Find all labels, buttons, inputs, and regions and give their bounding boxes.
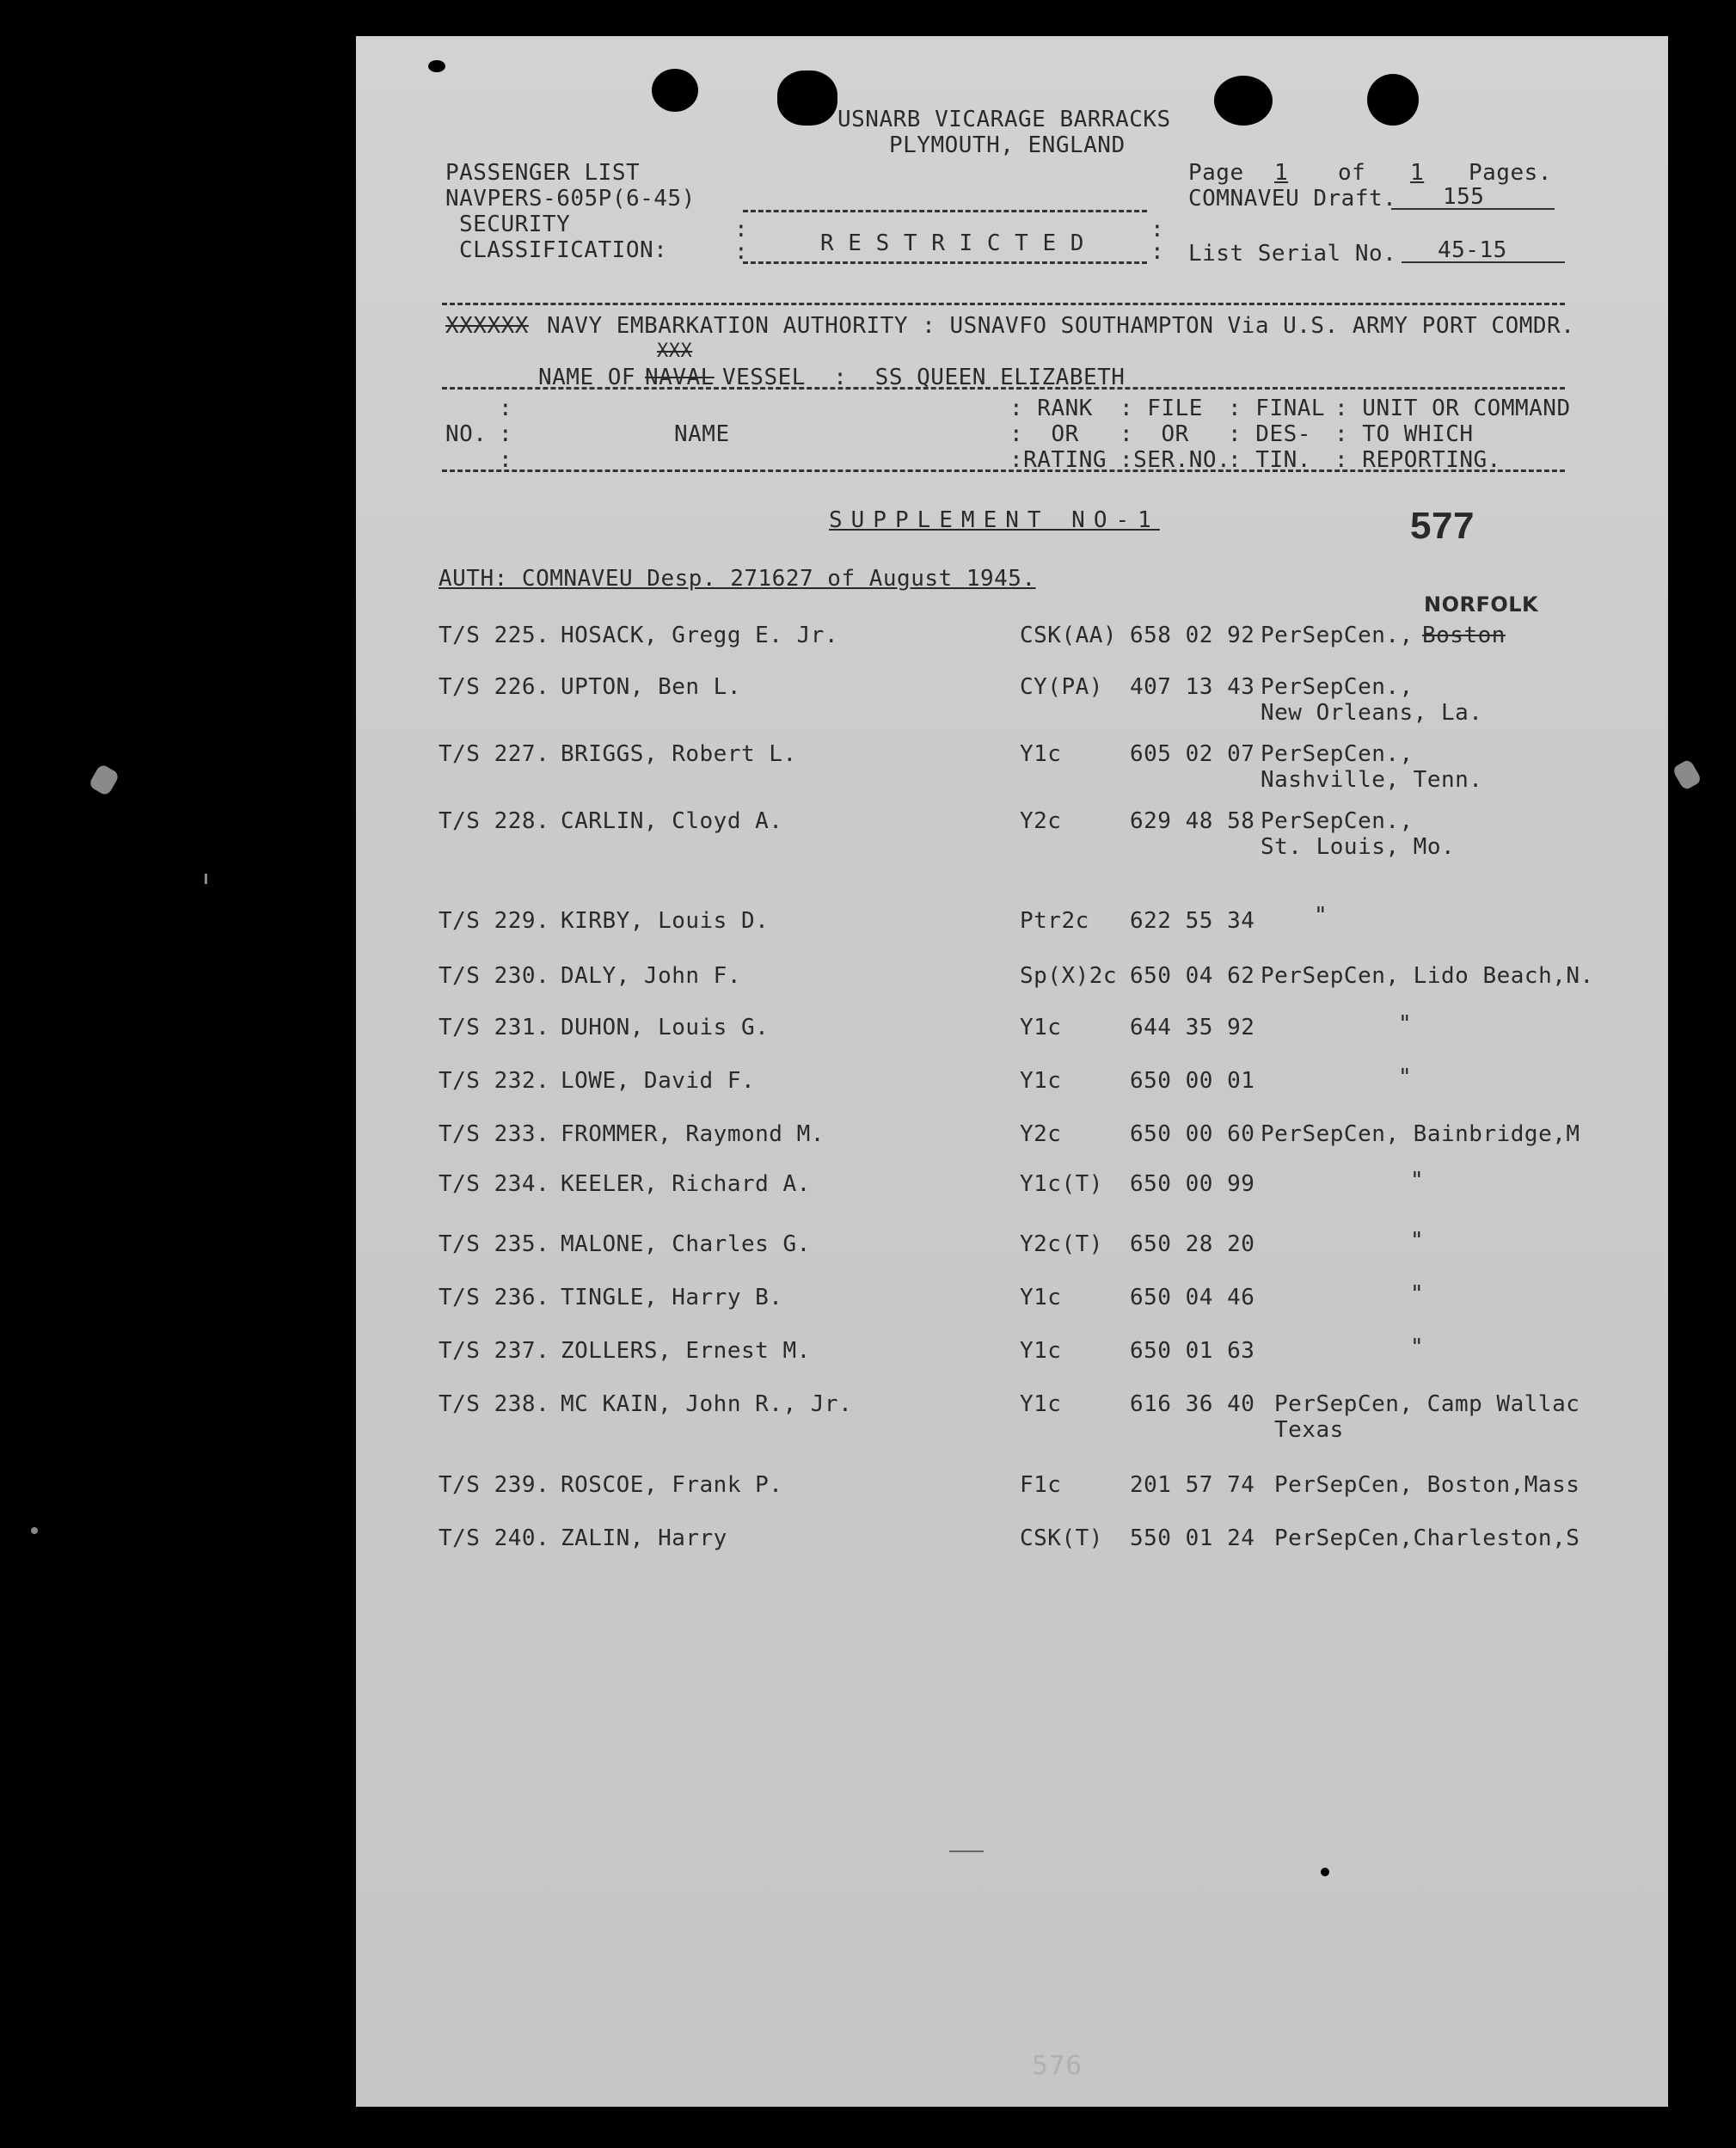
row-destination: PerSepCen,Charleston,S: [1274, 1525, 1580, 1551]
row-number: T/S 237.: [439, 1338, 550, 1364]
security-label: SECURITY: [459, 212, 571, 237]
colon-mark: :: [1150, 239, 1165, 265]
row-name: DUHON, Louis G.: [561, 1015, 770, 1040]
col-header-no: NO.: [445, 421, 488, 447]
row-rate: CY(PA): [1020, 674, 1103, 700]
row-destination: PerSepCen, Bainbridge,M: [1261, 1121, 1580, 1147]
ink-blot: [777, 71, 837, 126]
pages-label: Pages.: [1469, 160, 1552, 186]
row-serial: 650 00 60: [1130, 1121, 1255, 1147]
row-rate: Y1c: [1020, 741, 1062, 767]
scan-speck: [205, 874, 207, 884]
page-total: 1: [1410, 160, 1425, 186]
row-destination-ditto: ": [1410, 1281, 1425, 1307]
row-rate: Y2c: [1020, 1121, 1062, 1147]
row-destination: PerSepCen.,: [1261, 741, 1414, 767]
row-name: KIRBY, Louis D.: [561, 908, 770, 934]
auth-line: AUTH: COMNAVEU Desp. 271627 of August 1945.: [439, 566, 1036, 592]
row-name: TINGLE, Harry B.: [561, 1285, 783, 1310]
draft-underline: [1391, 208, 1555, 210]
row-name: UPTON, Ben L.: [561, 674, 741, 700]
row-serial: 650 00 99: [1130, 1171, 1255, 1197]
authority-xxx: XXX: [657, 341, 693, 362]
of-label: of: [1338, 160, 1366, 186]
col-header-unit: : TO WHICH: [1334, 421, 1474, 447]
colon-mark: :: [1150, 217, 1165, 242]
row-destination-struck: Boston: [1422, 623, 1506, 648]
draft-number: 155: [1443, 184, 1485, 210]
scan-speck: [1672, 758, 1702, 791]
vessel-name: VESSEL : SS QUEEN ELIZABETH: [722, 365, 1126, 390]
row-destination: PerSepCen, Lido Beach,N.: [1261, 963, 1594, 989]
row-name: DALY, John F.: [561, 963, 741, 989]
authority-line: NAVY EMBARKATION AUTHORITY : USNAVFO SOUTHAMPTON Via U.S. ARMY PORT COMDR.: [547, 313, 1575, 339]
row-destination: PerSepCen, Camp Wallac: [1274, 1391, 1580, 1417]
row-serial: 616 36 40: [1130, 1391, 1255, 1417]
row-name: FROMMER, Raymond M.: [561, 1121, 825, 1147]
col-header-rank: : RANK: [1009, 396, 1093, 421]
vessel-struck: NAVAL: [645, 365, 715, 390]
station-line2: PLYMOUTH, ENGLAND: [889, 132, 1126, 158]
row-serial: 644 35 92: [1130, 1015, 1255, 1040]
col-header-file: :SER.NO.: [1120, 447, 1231, 473]
supplement-title: SUPPLEMENT NO-1: [829, 507, 1160, 533]
row-name: CARLIN, Cloyd A.: [561, 808, 783, 834]
row-rate: Y2c(T): [1020, 1231, 1103, 1257]
row-rate: Y1c(T): [1020, 1171, 1103, 1197]
row-destination-ditto: ": [1398, 1011, 1413, 1037]
station-line1: USNARB VICARAGE BARRACKS: [837, 107, 1171, 132]
row-destination-ditto: ": [1410, 1168, 1425, 1194]
row-rate: Ptr2c: [1020, 908, 1089, 934]
row-name: KEELER, Richard A.: [561, 1171, 811, 1197]
row-number: T/S 228.: [439, 808, 550, 834]
row-number: T/S 238.: [439, 1391, 550, 1417]
row-serial: 650 28 20: [1130, 1231, 1255, 1257]
stamp-number: 577: [1410, 505, 1475, 547]
row-number: T/S 234.: [439, 1171, 550, 1197]
classification-label: CLASSIFICATION:: [459, 237, 668, 263]
row-serial: 550 01 24: [1130, 1525, 1255, 1551]
row-destination-line2: New Orleans, La.: [1261, 700, 1483, 726]
row-serial: 407 13 43: [1130, 674, 1255, 700]
row-serial: 650 00 01: [1130, 1068, 1255, 1094]
row-rate: CSK(AA): [1020, 623, 1118, 648]
col-header-file: : FILE: [1120, 396, 1203, 421]
colon-mark: :: [734, 217, 749, 242]
col-header-dest: : TIN.: [1228, 447, 1311, 473]
row-destination-line2: St. Louis, Mo.: [1261, 834, 1456, 860]
row-rate: Y1c: [1020, 1068, 1062, 1094]
serial-number: 45-15: [1438, 237, 1507, 263]
row-destination-handwritten: NORFOLK: [1424, 592, 1539, 617]
row-serial: 650 04 46: [1130, 1285, 1255, 1310]
row-number: T/S 227.: [439, 741, 550, 767]
row-number: T/S 233.: [439, 1121, 550, 1147]
col-sep: :: [499, 447, 513, 473]
row-serial: 605 02 07: [1130, 741, 1255, 767]
row-rate: CSK(T): [1020, 1525, 1103, 1551]
row-serial: 650 01 63: [1130, 1338, 1255, 1364]
row-destination-ditto: ": [1410, 1335, 1425, 1360]
row-name: MC KAIN, John R., Jr.: [561, 1391, 853, 1417]
colon-mark: :: [734, 239, 749, 265]
col-header-file: : OR: [1120, 421, 1189, 447]
col-header-rank: :RATING: [1009, 447, 1107, 473]
row-rate: F1c: [1020, 1472, 1062, 1498]
row-destination-line2: Nashville, Tenn.: [1261, 767, 1483, 793]
row-name: MALONE, Charles G.: [561, 1231, 811, 1257]
row-rate: Y2c: [1020, 808, 1062, 834]
row-name: ROSCOE, Frank P.: [561, 1472, 783, 1498]
form-number: NAVPERS-605P(6-45): [445, 186, 696, 212]
col-header-name: NAME: [674, 421, 730, 447]
footer-pencil-note: 576: [1032, 2051, 1083, 2081]
row-number: T/S 236.: [439, 1285, 550, 1310]
row-number: T/S 232.: [439, 1068, 550, 1094]
classification-top-rule: [743, 210, 1147, 212]
page-number: 1: [1274, 160, 1289, 186]
classification-value: R E S T R I C T E D: [820, 230, 1084, 256]
row-serial: 622 55 34: [1130, 908, 1255, 934]
row-destination-line2: Texas: [1274, 1417, 1344, 1443]
row-destination-ditto: ": [1410, 1228, 1425, 1254]
row-rate: Y1c: [1020, 1285, 1062, 1310]
col-sep: :: [499, 396, 513, 421]
punch-hole: [1214, 76, 1273, 126]
row-name: ZALIN, Harry: [561, 1525, 727, 1551]
row-number: T/S 226.: [439, 674, 550, 700]
col-header-unit: : UNIT OR COMMAND: [1334, 396, 1571, 421]
row-destination-ditto: ": [1314, 903, 1328, 929]
punch-hole: [652, 69, 698, 112]
row-destination: PerSepCen.,: [1261, 808, 1414, 834]
row-serial: 658 02 92: [1130, 623, 1255, 648]
page-label: Page: [1188, 160, 1244, 186]
vessel-label: NAME OF: [538, 365, 636, 390]
row-number: T/S 231.: [439, 1015, 550, 1040]
row-number: T/S 229.: [439, 908, 550, 934]
row-number: T/S 235.: [439, 1231, 550, 1257]
row-number: T/S 230.: [439, 963, 550, 989]
row-name: BRIGGS, Robert L.: [561, 741, 797, 767]
row-destination: PerSepCen.,: [1261, 674, 1414, 700]
scan-speck: [88, 764, 120, 797]
row-name: LOWE, David F.: [561, 1068, 756, 1094]
column-header-rule: [442, 469, 1565, 472]
row-rate: Y1c: [1020, 1391, 1062, 1417]
row-destination: PerSepCen.,: [1261, 623, 1414, 648]
col-sep: :: [499, 421, 513, 447]
row-serial: 650 04 62: [1130, 963, 1255, 989]
row-destination-ditto: ": [1398, 1065, 1413, 1090]
row-destination: PerSepCen, Boston,Mass: [1274, 1472, 1580, 1498]
col-header-dest: : FINAL: [1228, 396, 1326, 421]
punch-hole: [1367, 74, 1419, 126]
scan-speck: [31, 1527, 38, 1534]
form-title: PASSENGER LIST: [445, 160, 641, 186]
row-rate: Y1c: [1020, 1338, 1062, 1364]
ink-speck: [1321, 1868, 1329, 1876]
row-rate: Sp(X)2c: [1020, 963, 1118, 989]
stray-mark: [949, 1850, 984, 1852]
authority-struck-prefix: XXXXXX: [445, 313, 529, 339]
col-header-rank: : OR: [1009, 421, 1079, 447]
authority-top-rule: [442, 303, 1565, 305]
row-serial: 201 57 74: [1130, 1472, 1255, 1498]
row-name: ZOLLERS, Ernest M.: [561, 1338, 811, 1364]
row-number: T/S 240.: [439, 1525, 550, 1551]
row-rate: Y1c: [1020, 1015, 1062, 1040]
document-page: [356, 36, 1668, 2107]
ink-speck: [428, 60, 445, 72]
col-header-unit: : REPORTING.: [1334, 447, 1501, 473]
row-number: T/S 225.: [439, 623, 550, 648]
col-header-dest: : DES-: [1228, 421, 1311, 447]
row-number: T/S 239.: [439, 1472, 550, 1498]
draft-label: COMNAVEU Draft.: [1188, 186, 1397, 212]
serial-label: List Serial No.: [1188, 241, 1397, 267]
vessel-rule: [442, 387, 1565, 390]
serial-underline: [1402, 261, 1565, 263]
row-serial: 629 48 58: [1130, 808, 1255, 834]
classification-bottom-rule: [743, 261, 1147, 264]
row-name: HOSACK, Gregg E. Jr.: [561, 623, 839, 648]
